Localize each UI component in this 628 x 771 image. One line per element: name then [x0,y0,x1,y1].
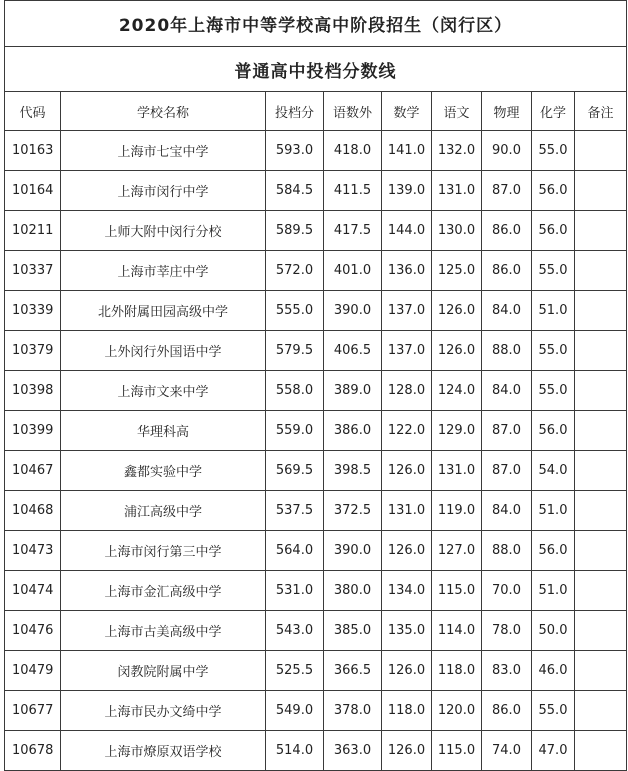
table-row [5,611,627,651]
table-row [5,491,627,531]
cell-physics: 83.0 [482,651,532,691]
cell-code: 10473 [5,531,61,571]
cell-chemistry: 55.0 [532,131,575,171]
cell-math: 126.0 [382,731,432,771]
cell-code: 10211 [5,211,61,251]
cell-chinese-math-english: 378.0 [324,691,382,731]
cell-total-score: 514.0 [266,731,324,771]
table-row [5,371,627,411]
table-row [5,531,627,571]
cell-physics: 84.0 [482,371,532,411]
subtitle-row [5,47,627,92]
cell-school-name: 上海市文来中学 [61,371,266,411]
cell-chinese: 131.0 [432,451,482,491]
table-row [5,131,627,171]
cell-physics: 74.0 [482,731,532,771]
cell-total-score: 543.0 [266,611,324,651]
cell-chinese-math-english: 389.0 [324,371,382,411]
cell-physics: 88.0 [482,531,532,571]
cell-chinese: 114.0 [432,611,482,651]
cell-chinese-math-english: 411.5 [324,171,382,211]
cell-code: 10339 [5,291,61,331]
cell-school-name: 上海市闵行中学 [61,171,266,211]
cell-school-name: 北外附属田园高级中学 [61,291,266,331]
cell-chinese-math-english: 366.5 [324,651,382,691]
cell-total-score: 555.0 [266,291,324,331]
cell-physics: 86.0 [482,251,532,291]
cell-math: 126.0 [382,531,432,571]
cell-code: 10164 [5,171,61,211]
cell-school-name: 闵教院附属中学 [61,651,266,691]
cell-chinese-math-english: 363.0 [324,731,382,771]
column-header-chinese: 语文 [432,92,482,131]
cell-total-score: 549.0 [266,691,324,731]
cell-code: 10678 [5,731,61,771]
cell-physics: 87.0 [482,171,532,211]
cell-chinese: 131.0 [432,171,482,211]
cell-chinese: 129.0 [432,411,482,451]
cell-chinese: 125.0 [432,251,482,291]
cell-remarks [575,651,627,691]
cell-chemistry: 51.0 [532,571,575,611]
cell-chinese: 115.0 [432,571,482,611]
table-row [5,171,627,211]
cell-total-score: 537.5 [266,491,324,531]
column-header-code: 代码 [5,92,61,131]
cell-chinese: 126.0 [432,291,482,331]
cell-school-name: 上海市莘庄中学 [61,251,266,291]
cell-school-name: 上师大附中闵行分校 [61,211,266,251]
column-header-school-name: 学校名称 [61,92,266,131]
column-header-math: 数学 [382,92,432,131]
cell-physics: 87.0 [482,451,532,491]
cell-chemistry: 51.0 [532,491,575,531]
table-row [5,651,627,691]
cell-physics: 78.0 [482,611,532,651]
cell-chemistry: 55.0 [532,691,575,731]
cell-school-name: 上海市燎原双语学校 [61,731,266,771]
table-row [5,211,627,251]
cell-chemistry: 56.0 [532,411,575,451]
cell-code: 10467 [5,451,61,491]
cell-remarks [575,731,627,771]
cell-physics: 88.0 [482,331,532,371]
cell-code: 10163 [5,131,61,171]
cell-total-score: 525.5 [266,651,324,691]
cell-chemistry: 47.0 [532,731,575,771]
cell-remarks [575,411,627,451]
table-row [5,251,627,291]
cell-remarks [575,331,627,371]
cell-chinese-math-english: 385.0 [324,611,382,651]
cell-total-score: 569.5 [266,451,324,491]
column-header-remarks: 备注 [575,92,627,131]
cell-code: 10474 [5,571,61,611]
table-subtitle: 普通高中投档分数线 [5,47,627,92]
cell-chinese: 115.0 [432,731,482,771]
cell-code: 10479 [5,651,61,691]
cell-chinese: 132.0 [432,131,482,171]
cell-chinese-math-english: 372.5 [324,491,382,531]
cell-total-score: 558.0 [266,371,324,411]
cell-chinese-math-english: 398.5 [324,451,382,491]
cell-school-name: 上海市金汇高级中学 [61,571,266,611]
cell-physics: 70.0 [482,571,532,611]
cell-code: 10468 [5,491,61,531]
cell-physics: 84.0 [482,491,532,531]
cell-school-name: 上外闵行外国语中学 [61,331,266,371]
cell-code: 10379 [5,331,61,371]
cell-chemistry: 56.0 [532,211,575,251]
cell-chemistry: 54.0 [532,451,575,491]
cell-chinese-math-english: 417.5 [324,211,382,251]
cell-chinese-math-english: 380.0 [324,571,382,611]
cell-school-name: 上海市七宝中学 [61,131,266,171]
cell-math: 141.0 [382,131,432,171]
cell-remarks [575,691,627,731]
cell-math: 139.0 [382,171,432,211]
cell-remarks [575,451,627,491]
table-row [5,451,627,491]
table-row [5,411,627,451]
cell-remarks [575,531,627,571]
cell-remarks [575,131,627,171]
cell-math: 144.0 [382,211,432,251]
cell-physics: 90.0 [482,131,532,171]
cell-total-score: 572.0 [266,251,324,291]
cell-chinese-math-english: 390.0 [324,291,382,331]
cell-physics: 87.0 [482,411,532,451]
column-header-chemistry: 化学 [532,92,575,131]
cell-remarks [575,611,627,651]
page-title: 2020年上海市中等学校高中阶段招生（闵行区） [5,1,627,47]
cell-remarks [575,491,627,531]
cell-school-name: 上海市民办文绮中学 [61,691,266,731]
cell-physics: 86.0 [482,211,532,251]
table-row [5,331,627,371]
cell-school-name: 上海市闵行第三中学 [61,531,266,571]
cell-math: 128.0 [382,371,432,411]
cell-chinese: 130.0 [432,211,482,251]
cell-chemistry: 56.0 [532,171,575,211]
table-row [5,731,627,771]
cell-school-name: 鑫都实验中学 [61,451,266,491]
table-row [5,691,627,731]
cell-math: 134.0 [382,571,432,611]
cell-chinese-math-english: 390.0 [324,531,382,571]
cell-remarks [575,371,627,411]
cell-total-score: 579.5 [266,331,324,371]
column-header-physics: 物理 [482,92,532,131]
cell-math: 137.0 [382,331,432,371]
cell-code: 10476 [5,611,61,651]
cell-chinese-math-english: 406.5 [324,331,382,371]
cell-physics: 84.0 [482,291,532,331]
cell-chinese: 118.0 [432,651,482,691]
cell-remarks [575,571,627,611]
column-header-total-score: 投档分 [266,92,324,131]
cell-remarks [575,251,627,291]
cell-total-score: 531.0 [266,571,324,611]
cell-chinese: 126.0 [432,331,482,371]
admission-score-table [4,0,627,771]
table-row [5,571,627,611]
cell-chinese: 127.0 [432,531,482,571]
cell-school-name: 上海市古美高级中学 [61,611,266,651]
cell-physics: 86.0 [482,691,532,731]
cell-chinese: 124.0 [432,371,482,411]
column-header-row [5,92,627,131]
cell-code: 10398 [5,371,61,411]
cell-chinese-math-english: 401.0 [324,251,382,291]
cell-chemistry: 55.0 [532,251,575,291]
cell-chemistry: 56.0 [532,531,575,571]
cell-math: 118.0 [382,691,432,731]
cell-total-score: 593.0 [266,131,324,171]
cell-remarks [575,291,627,331]
cell-math: 135.0 [382,611,432,651]
cell-math: 126.0 [382,451,432,491]
cell-math: 136.0 [382,251,432,291]
score-sheet [4,0,626,771]
cell-school-name: 浦江高级中学 [61,491,266,531]
cell-chemistry: 46.0 [532,651,575,691]
title-row [5,1,627,47]
column-header-chinese-math-english: 语数外 [324,92,382,131]
cell-code: 10337 [5,251,61,291]
cell-total-score: 564.0 [266,531,324,571]
cell-chemistry: 55.0 [532,371,575,411]
cell-math: 137.0 [382,291,432,331]
cell-total-score: 584.5 [266,171,324,211]
cell-remarks [575,171,627,211]
cell-school-name: 华理科高 [61,411,266,451]
table-row [5,291,627,331]
cell-chemistry: 55.0 [532,331,575,371]
cell-chinese-math-english: 418.0 [324,131,382,171]
cell-chinese: 119.0 [432,491,482,531]
cell-total-score: 589.5 [266,211,324,251]
cell-chemistry: 50.0 [532,611,575,651]
cell-chinese: 120.0 [432,691,482,731]
cell-code: 10399 [5,411,61,451]
cell-math: 122.0 [382,411,432,451]
cell-total-score: 559.0 [266,411,324,451]
cell-math: 131.0 [382,491,432,531]
cell-chinese-math-english: 386.0 [324,411,382,451]
cell-remarks [575,211,627,251]
cell-code: 10677 [5,691,61,731]
cell-chemistry: 51.0 [532,291,575,331]
cell-math: 126.0 [382,651,432,691]
